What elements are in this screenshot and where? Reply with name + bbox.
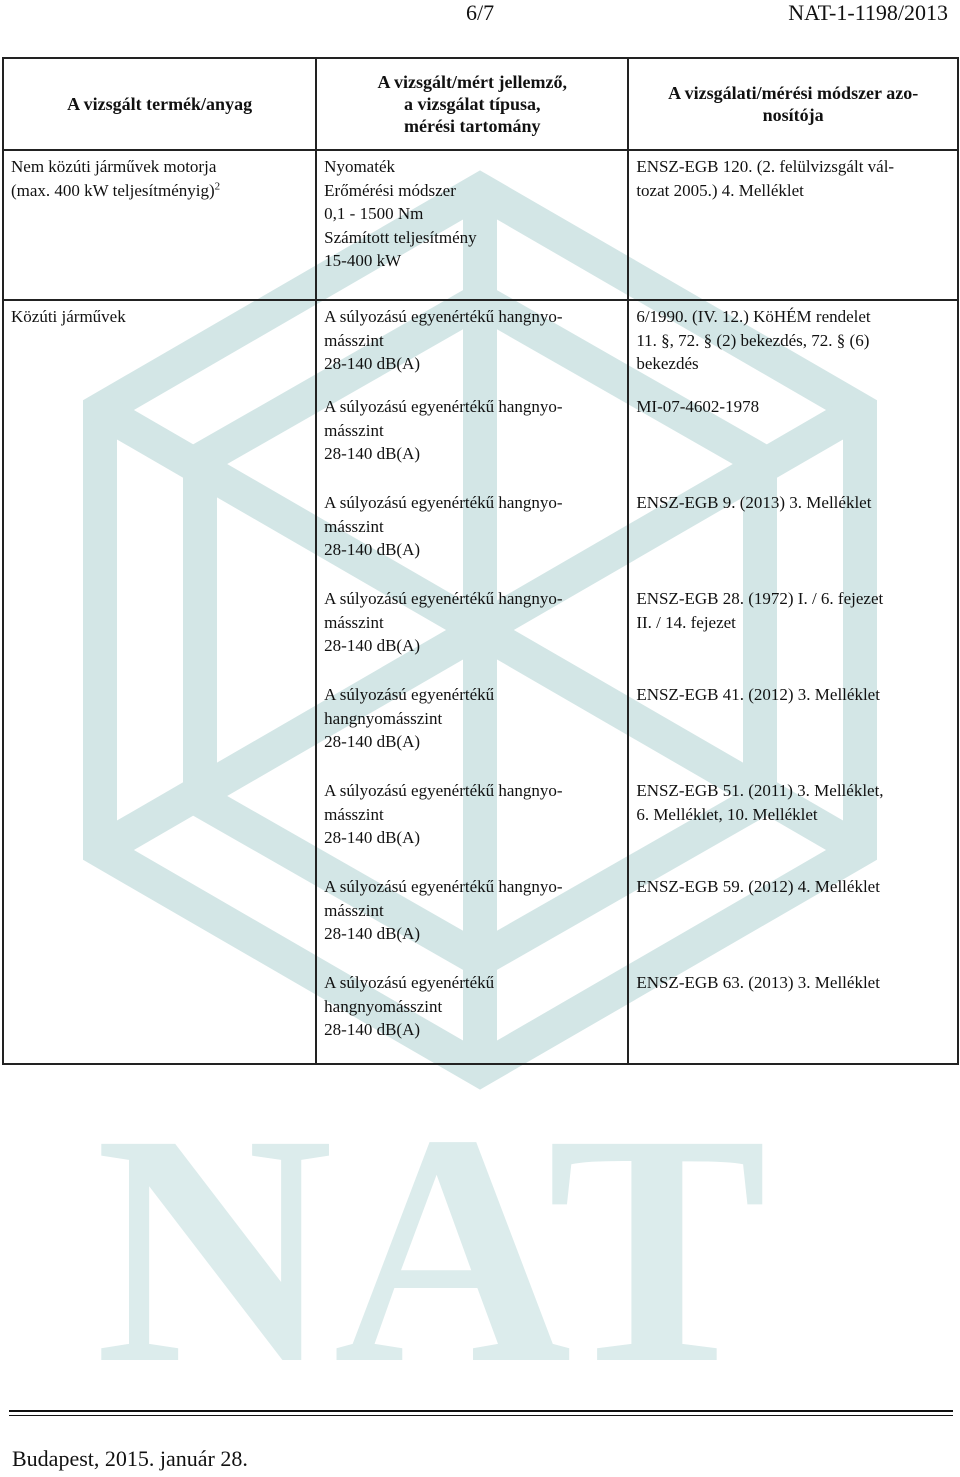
measure-block: A súlyozású egyenértékű hangnyo- másszint 28-140 dB(A) xyxy=(324,589,563,655)
column-header-product: A vizsgált termék/anyag xyxy=(3,58,316,150)
footnote-ref: 2 xyxy=(214,179,221,192)
footer-divider xyxy=(9,1410,953,1412)
method-block: MI-07-4602-1978 xyxy=(636,397,760,416)
watermark-text: NAT xyxy=(95,1067,768,1432)
method-block: ENSZ-EGB 51. (2011) 3. Melléklet, 6. Melléklet, 10. Melléklet xyxy=(636,781,884,824)
product-cell: Nem közúti járművek motorja (max. 400 kW teljesítményig)$^2$ xyxy=(3,150,316,300)
method-block: ENSZ-EGB 41. (2012) 3. Melléklet xyxy=(636,685,880,704)
measure-block: A súlyozású egyenértékű hangnyo- másszint 28-140 dB(A) xyxy=(324,397,563,463)
measure-block: A súlyozású egyenértékű hangnyo- másszint 28-140 dB(A) xyxy=(324,781,563,847)
method-block: ENSZ-EGB 63. (2013) 3. Melléklet xyxy=(636,973,880,992)
accreditation-table xyxy=(2,57,959,1065)
column-header-method: A vizsgálati/mérési módszer azo- nosítója xyxy=(628,58,958,150)
measure-cell xyxy=(316,300,628,1064)
table-header-row xyxy=(3,58,958,150)
document-id: NAT-1-1198/2013 xyxy=(788,0,948,25)
method-block: ENSZ-EGB 9. (2013) 3. Melléklet xyxy=(636,493,872,512)
measure-cell: Nyomaték Erőmérési módszer 0,1 - 1500 Nm Számított teljesítmény 15-400 kW xyxy=(316,150,628,300)
page-number: 6/7 xyxy=(466,0,495,25)
method-block: ENSZ-EGB 59. (2012) 4. Melléklet xyxy=(636,877,880,896)
table-row xyxy=(3,300,958,1064)
column-header-measure: A vizsgált/mért jellemző, a vizsgálat típusa, mérési tartomány xyxy=(316,58,628,150)
measure-block: A súlyozású egyenértékű hangnyo- másszint 28-140 dB(A) xyxy=(324,493,563,559)
measure-block: A súlyozású egyenértékű hangnyo- másszint 28-140 dB(A) xyxy=(324,877,563,943)
measure-block: A súlyozású egyenértékű hangnyo- másszint 28-140 dB(A) xyxy=(324,307,563,373)
footer-divider-thin xyxy=(9,1415,953,1416)
method-cell xyxy=(628,300,958,1064)
measure-block: A súlyozású egyenértékű hangnyomásszint 28-140 dB(A) xyxy=(324,685,495,751)
table-row xyxy=(3,150,958,300)
method-cell: ENSZ-EGB 120. (2. felülvizsgált vál- tozat 2005.) 4. Melléklet xyxy=(628,150,958,300)
method-block: ENSZ-EGB 28. (1972) I. / 6. fejezet II. / 14. fejezet xyxy=(636,589,884,632)
method-block: 6/1990. (IV. 12.) KöHÉM rendelet 11. §, 72. § (2) bekezdés, 72. § (6) bekezdés xyxy=(636,307,871,373)
page-header xyxy=(0,0,960,30)
product-cell: Közúti járművek xyxy=(3,300,316,1064)
measure-block: A súlyozású egyenértékű hangnyomásszint 28-140 dB(A) xyxy=(324,973,495,1039)
footer-date: Budapest, 2015. január 28. xyxy=(12,1446,248,1471)
